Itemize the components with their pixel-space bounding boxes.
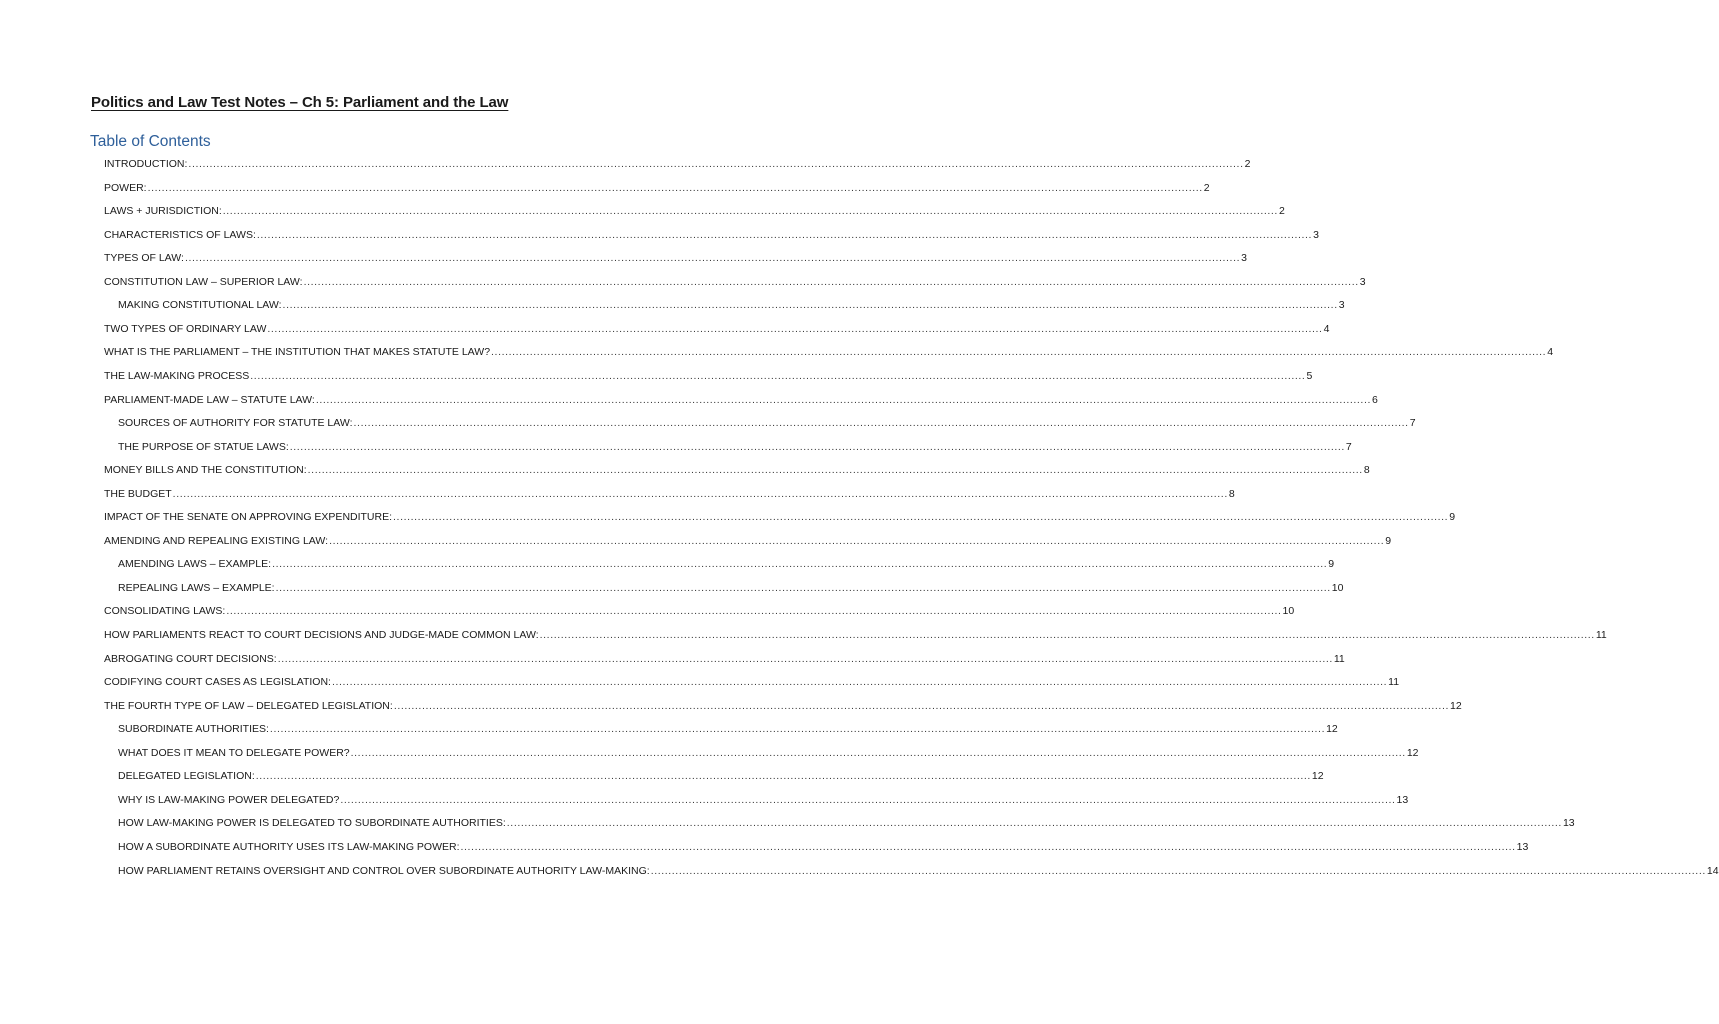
toc-entry-label: WHAT IS THE PARLIAMENT – THE INSTITUTION THAT MAKES STATUTE LAW? <box>104 346 491 359</box>
toc-entry-label: HOW PARLIAMENTS REACT TO COURT DECISIONS AND JUDGE-MADE COMMON LAW: <box>104 629 539 641</box>
toc-entry-page-number: 8 <box>1363 464 1370 477</box>
toc-entry-label: REPEALING LAWS – EXAMPLE: <box>118 581 275 594</box>
toc-entry-label: TWO TYPES OF ORDINARY LAW <box>104 322 267 335</box>
toc-entry[interactable] <box>104 623 1607 641</box>
dot-leader: ............................................................................................................................................................................................................................................................................................................ <box>255 770 1311 783</box>
toc-entry[interactable] <box>118 764 1324 783</box>
toc-entry[interactable] <box>118 717 1338 736</box>
dot-leader: ............................................................................................................................................................................................................................................................................................................ <box>460 840 1516 853</box>
dot-leader: ............................................................................................................................................................................................................................................................................................................ <box>350 746 1406 759</box>
dot-leader: ............................................................................................................................................................................................................................................................................................................ <box>282 299 1338 312</box>
toc-entry-page-number: 9 <box>1328 558 1335 571</box>
dot-leader: ............................................................................................................................................................................................................................................................................................................ <box>353 417 1409 430</box>
toc-entry[interactable] <box>104 670 1400 689</box>
dot-leader: ............................................................................................................................................................................................................................................................................................................ <box>491 346 1547 359</box>
toc-entry-page-number: 11 <box>1595 629 1607 641</box>
toc-entry-label: CHARACTERISTICS OF LAWS: <box>104 228 256 241</box>
toc-entry-page-number: 6 <box>1371 393 1378 406</box>
toc-entry-page-number: 7 <box>1345 440 1352 453</box>
toc-entry[interactable] <box>104 694 1462 712</box>
toc-entry[interactable] <box>104 458 1370 477</box>
dot-leader: ............................................................................................................................................................................................................................................................................................................ <box>331 676 1388 689</box>
dot-leader: ............................................................................................................................................................................................................................................................................................................ <box>303 275 1359 288</box>
toc-entry-label: WHY IS LAW-MAKING POWER DELEGATED? <box>118 793 340 806</box>
dot-leader: ............................................................................................................................................................................................................................................................................................................ <box>275 581 1331 594</box>
toc-entry[interactable] <box>104 270 1366 288</box>
toc-entry-page-number: 10 <box>1331 581 1344 594</box>
dot-leader: ............................................................................................................................................................................................................................................................................................................ <box>506 817 1562 830</box>
dot-leader: ............................................................................................................................................................................................................................................................................................................ <box>393 699 1449 712</box>
dot-leader: ............................................................................................................................................................................................................................................................................................................ <box>307 464 1363 477</box>
toc-entry-label: WHAT DOES IT MEAN TO DELEGATE POWER? <box>118 746 350 759</box>
toc-entry-label: POWER: <box>104 181 147 194</box>
toc-entry[interactable] <box>118 435 1352 453</box>
toc-entry[interactable] <box>118 576 1344 594</box>
dot-leader: ............................................................................................................................................................................................................................................................................................................ <box>272 558 1328 571</box>
toc-entry-label: MAKING CONSTITUTIONAL LAW: <box>118 299 282 312</box>
toc-entry-page-number: 11 <box>1388 676 1400 689</box>
toc-entry-label: ABROGATING COURT DECISIONS: <box>104 652 277 665</box>
toc-entry-label: LAWS + JURISDICTION: <box>104 205 222 218</box>
toc-entry-page-number: 3 <box>1241 252 1247 265</box>
toc-entry-page-number: 9 <box>1385 534 1392 547</box>
toc-entry-label: IMPACT OF THE SENATE ON APPROVING EXPENDITURE: <box>104 511 393 524</box>
dot-leader: ............................................................................................................................................................................................................................................................................................................ <box>650 864 1706 877</box>
toc-entry-page-number: 2 <box>1203 181 1210 194</box>
toc-entry-page-number: 3 <box>1313 228 1319 241</box>
dot-leader: ............................................................................................................................................................................................................................................................................................................ <box>267 322 1323 335</box>
toc-entry[interactable] <box>104 505 1456 524</box>
toc-entry-page-number: 8 <box>1228 487 1235 500</box>
dot-leader: ............................................................................................................................................................................................................................................................................................................ <box>329 534 1385 547</box>
dot-leader: ............................................................................................................................................................................................................................................................................................................ <box>393 511 1449 524</box>
toc-entry[interactable] <box>104 152 1251 170</box>
dot-leader: ............................................................................................................................................................................................................................................................................................................ <box>277 652 1333 665</box>
dot-leader: ............................................................................................................................................................................................................................................................................................................ <box>269 723 1326 736</box>
toc-entry-label: SUBORDINATE AUTHORITIES: <box>118 723 269 736</box>
toc-entry[interactable] <box>118 859 1719 877</box>
toc-entry-label: PARLIAMENT-MADE LAW – STATUTE LAW: <box>104 393 315 406</box>
toc-entry-page-number: 3 <box>1338 299 1345 312</box>
toc-entry-page-number: 4 <box>1547 346 1554 359</box>
toc-entry-page-number: 9 <box>1449 511 1456 524</box>
toc-entry[interactable] <box>104 647 1345 665</box>
dot-leader: ............................................................................................................................................................................................................................................................................................................ <box>539 629 1595 641</box>
toc-entry[interactable] <box>104 599 1295 618</box>
toc-entry-page-number: 13 <box>1396 793 1409 806</box>
dot-leader: ............................................................................................................................................................................................................................................................................................................ <box>250 369 1306 382</box>
toc-entry-page-number: 12 <box>1449 699 1462 712</box>
toc-entry[interactable] <box>118 293 1345 312</box>
dot-leader: ............................................................................................................................................................................................................................................................................................................ <box>184 252 1241 265</box>
toc-entry-page-number: 3 <box>1359 275 1366 288</box>
toc-entry[interactable] <box>104 246 1247 265</box>
toc-entry[interactable] <box>104 199 1285 218</box>
toc-entry[interactable] <box>118 788 1409 806</box>
toc-entry-label: HOW LAW-MAKING POWER IS DELEGATED TO SUBORDINATE AUTHORITIES: <box>118 817 506 830</box>
toc-entry-page-number: 13 <box>1562 817 1575 830</box>
toc-entry-label: THE FOURTH TYPE OF LAW – DELEGATED LEGISLATION: <box>104 699 393 712</box>
toc-entry-page-number: 5 <box>1306 369 1313 382</box>
toc-entry-label: TYPES OF LAW: <box>104 252 184 265</box>
toc-entry[interactable] <box>104 482 1235 500</box>
dot-leader: ............................................................................................................................................................................................................................................................................................................ <box>222 205 1278 218</box>
dot-leader: ............................................................................................................................................................................................................................................................................................................ <box>172 487 1228 500</box>
toc-entry-page-number: 12 <box>1326 723 1338 736</box>
toc-entry[interactable] <box>104 223 1319 241</box>
toc-entry-label: HOW PARLIAMENT RETAINS OVERSIGHT AND CONTROL OVER SUBORDINATE AUTHORITY LAW-MAKING: <box>118 864 650 877</box>
dot-leader: ............................................................................................................................................................................................................................................................................................................ <box>147 181 1203 194</box>
toc-entry-label: MONEY BILLS AND THE CONSTITUTION: <box>104 464 307 477</box>
toc-entry[interactable] <box>104 340 1554 359</box>
dot-leader: ............................................................................................................................................................................................................................................................................................................ <box>226 605 1282 618</box>
toc-entry[interactable] <box>118 741 1419 759</box>
toc-entry-label: AMENDING AND REPEALING EXISTING LAW: <box>104 534 329 547</box>
toc-entry-page-number: 7 <box>1409 417 1416 430</box>
toc-entry[interactable] <box>104 529 1392 547</box>
toc-entry[interactable] <box>118 835 1529 853</box>
toc-entry-page-number: 14 <box>1706 864 1719 877</box>
toc-entry[interactable] <box>104 176 1210 194</box>
dot-leader: ............................................................................................................................................................................................................................................................................................................ <box>340 793 1396 806</box>
toc-entry-label: DELEGATED LEGISLATION: <box>118 770 255 783</box>
toc-entry-label: CONSTITUTION LAW – SUPERIOR LAW: <box>104 275 303 288</box>
toc-entry-page-number: 10 <box>1282 605 1295 618</box>
toc-entry-label: SOURCES OF AUTHORITY FOR STATUTE LAW: <box>118 417 353 430</box>
toc-entry-page-number: 2 <box>1278 205 1285 218</box>
toc-entry[interactable] <box>118 411 1416 430</box>
toc-entry[interactable] <box>118 552 1335 571</box>
toc-heading: Table of Contents <box>90 133 211 150</box>
dot-leader: ............................................................................................................................................................................................................................................................................................................ <box>289 440 1345 453</box>
toc-entry-label: AMENDING LAWS – EXAMPLE: <box>118 558 272 571</box>
document-title: Politics and Law Test Notes – Ch 5: Parliament and the Law <box>91 94 509 111</box>
toc-entry[interactable] <box>118 811 1575 830</box>
toc-entry-label: CODIFYING COURT CASES AS LEGISLATION: <box>104 676 331 689</box>
toc-entry[interactable] <box>104 317 1330 335</box>
toc-entry-label: THE BUDGET <box>104 487 172 500</box>
toc-entry-page-number: 12 <box>1406 746 1419 759</box>
dot-leader: ............................................................................................................................................................................................................................................................................................................ <box>315 393 1371 406</box>
toc-entry-label: THE LAW-MAKING PROCESS <box>104 369 250 382</box>
toc-entry-page-number: 12 <box>1311 770 1324 783</box>
toc-entry[interactable] <box>104 388 1378 406</box>
toc-entry-label: HOW A SUBORDINATE AUTHORITY USES ITS LAW-MAKING POWER: <box>118 840 460 853</box>
toc-entry[interactable] <box>104 364 1313 382</box>
toc-entry-page-number: 13 <box>1516 840 1529 853</box>
toc-entry-label: CONSOLIDATING LAWS: <box>104 605 226 618</box>
toc-entry-page-number: 2 <box>1244 158 1251 170</box>
toc-entry-page-number: 11 <box>1333 652 1345 665</box>
toc-entry-page-number: 4 <box>1323 322 1330 335</box>
dot-leader: ............................................................................................................................................................................................................................................................................................................ <box>256 228 1313 241</box>
toc-entry-label: INTRODUCTION: <box>104 158 188 170</box>
dot-leader: ............................................................................................................................................................................................................................................................................................................ <box>188 158 1244 170</box>
toc-entry-label: THE PURPOSE OF STATUE LAWS: <box>118 440 289 453</box>
